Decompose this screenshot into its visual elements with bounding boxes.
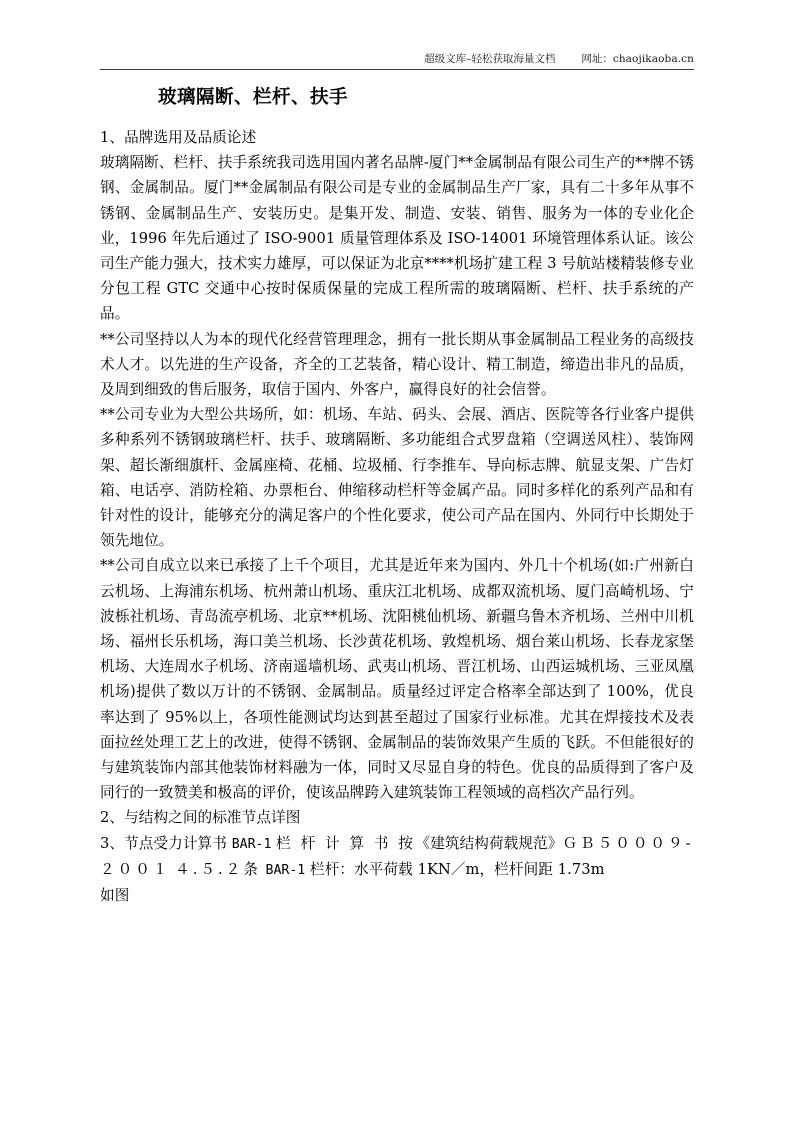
section-3-heading: [100, 831, 694, 883]
section-3-clause: ４.５.２条: [175, 860, 261, 878]
section-3-bar-tag-2: BAR-1: [265, 862, 306, 878]
page-content: [100, 0, 694, 908]
section-2-heading: 2、与结构之间的标准节点详图: [100, 809, 301, 827]
section-3-standard-code: ＧＢ５０００９-２００１: [100, 834, 694, 878]
section-3-detail: 栏杆：水平荷载 1KN／m，栏杆间距 1.73m: [310, 860, 605, 878]
header-url-value: chaojikaoba.cn: [612, 53, 694, 65]
section-3-bar-tag: BAR-1: [231, 836, 272, 852]
section-3-spaced-phrase: 栏 杆 计 算 书 按: [276, 834, 416, 852]
section-1-heading: 1、品牌选用及品质论述: [100, 129, 257, 146]
section-1-paragraph-2: **公司坚持以人为本的现代化经营管理理念，拥有一批长期从事金属制品工程业务的高级技术人才。以先进的生产设备，齐全的工艺装备，精心设计、精工制造，缔造出非凡的品质，及周到细致的售后服务，取信于国内、外客户，赢得良好的社会信誉。: [100, 330, 694, 399]
document-body: [100, 116, 694, 908]
page-header: [100, 0, 694, 70]
section-3-standard-name: 《建筑结构荷载规范》: [415, 834, 563, 852]
section-3-prefix: 3、节点受力计算书: [100, 834, 227, 852]
page-title: 玻璃隔断、栏杆、扶手: [158, 87, 349, 108]
section-1-paragraph-4: **公司自成立以来已承接了上千个项目，尤其是近年来为国内、外几十个机场(如:广州新白云机场、上海浦东机场、杭州萧山机场、重庆江北机场、成都双流机场、厦门高崎机场、宁波栎社机场、青岛流亭机场、北京**机场、沈阳桃仙机场、新疆乌鲁木齐机场、兰州中川机场、福州长乐机场，海口美兰机场、长沙黄花机场、敦煌机场、烟台莱山机场、长春龙家堡机场、大连周水子机场、济南遥墙机场、武夷山机场、晋江机场、山西运城机场、三亚凤凰机场)提供了数以万计的不锈钢、金属制品。质量经过评定合格率全部达到了 100%，优良率达到了 95%以上，各项性能测试均达到甚至超过了国家行业标准。尤其在焊接技术及表面拉丝处理工艺上的改进，使得不锈钢、金属制品的装饰效果产生质的飞跃。不但能很好的与建筑装饰内部其他装饰材料融为一体，同时又尽显自身的特色。优良的品质得到了客户及同行的一致赞美和极高的评价，使该品牌跨入建筑装饰工程领域的高档次产品行列。: [100, 557, 694, 802]
header-brand: 超级文库–轻松获取海量文档: [424, 53, 556, 65]
header-url-label: 网址：: [581, 53, 613, 65]
section-1-paragraph-3: **公司专业为大型公共场所，如：机场、车站、码头、会展、酒店、医院等各行业客户提供多种系列不锈钢玻璃栏杆、扶手、玻璃隔断、多功能组合式罗盘箱（空调送风柱）、装饰网架、超长渐细旗杆、金属座椅、花桶、垃圾桶、行李推车、导向标志牌、航显支架、广告灯箱、电话亭、消防栓箱、办票柜台、伸缩移动栏杆等金属产品。同时多样化的系列产品和有针对性的设计，能够充分的满足客户的个性化要求，使公司产品在国内、外同行中长期处于领先地位。: [100, 406, 694, 550]
section-4-note: 如图: [100, 887, 130, 905]
section-1-paragraph-1: 玻璃隔断、栏杆、扶手系统我司选用国内著名品牌-厦门**金属制品有限公司生产的**牌不锈钢、金属制品。厦门**金属制品有限公司是专业的金属制品生产厂家，具有二十多年从事不锈钢、金属制品生产、安装历史。是集开发、制造、安装、销售、服务为一体的专业化企业，1996 年先后通过了 ISO‐9001 质量管理体系及 ISO‐14001 环境管理体系认证。该公司生产能力强大，技术实力雄厚，可以保证为北京****机场扩建工程 3 号航站楼精装修专业分包工程 GTC 交通中心按时保质保量的完成工程所需的玻璃隔断、栏杆、扶手系统的产品。: [100, 154, 694, 323]
